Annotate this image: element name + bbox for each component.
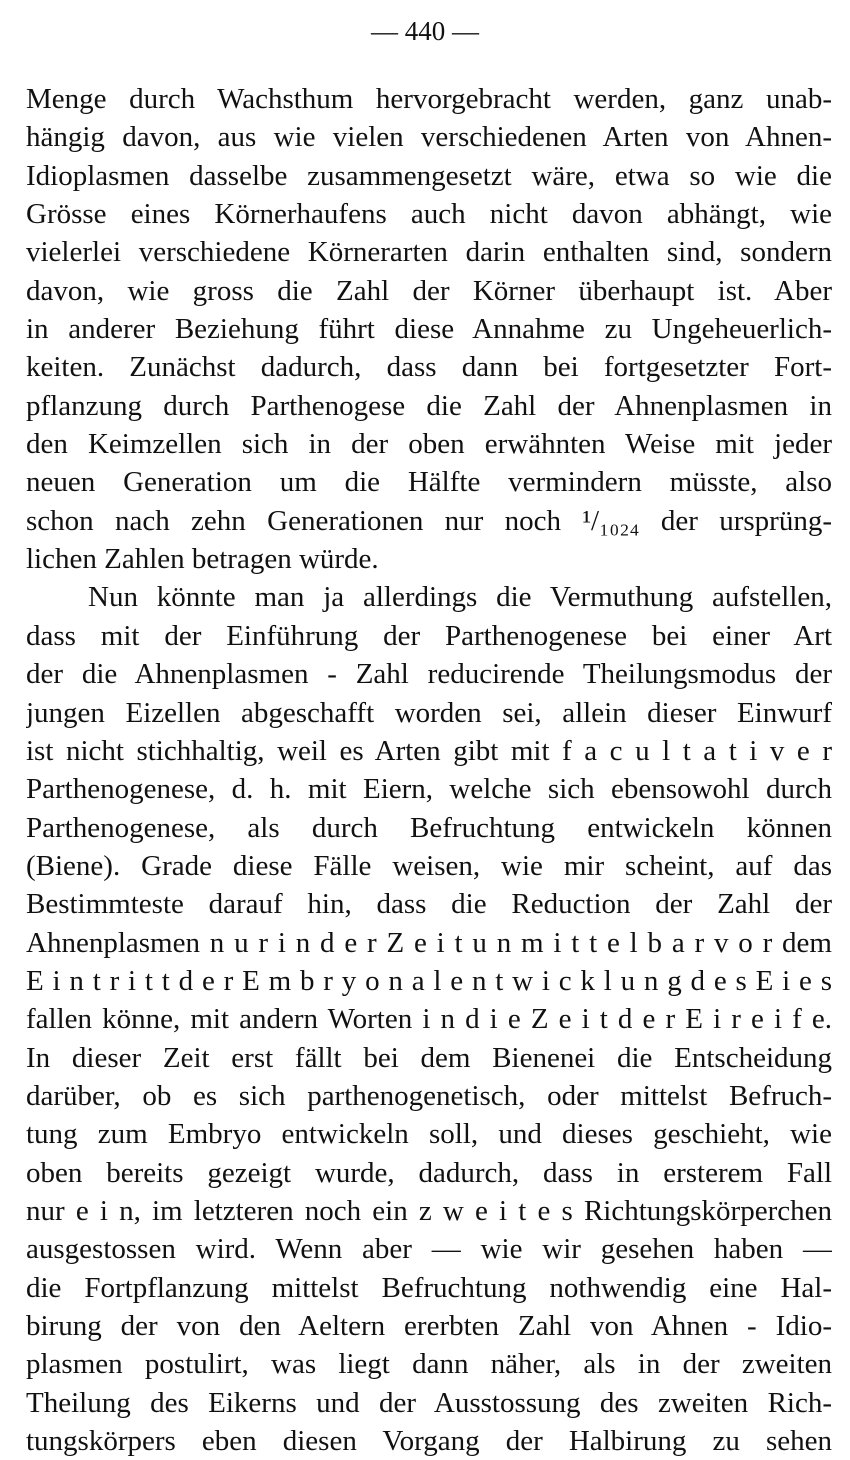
text-line: In dieser Zeit erst fällt bei dem Bienenei die Entscheidung: [26, 1041, 832, 1074]
text-line: (Biene). Grade diese Fälle weisen, wie mir scheint, auf das: [26, 849, 832, 882]
text-line: in anderer Beziehung führt diese Annahme zu Ungeheuerlich-: [26, 313, 832, 346]
text-line: Nun könnte man ja allerdings die Vermuthung aufstellen,: [88, 581, 832, 614]
text-line: Parthenogenese, als durch Befruchtung entwickeln können: [26, 811, 832, 844]
text-line: vielerlei verschiedene Körnerarten darin enthalten sind, sondern: [26, 236, 832, 269]
text-line: schon nach zehn Generationen nur noch ¹/₁₀₂₄ der ursprüng-: [26, 504, 832, 537]
text-line: neuen Generation um die Hälfte vermindern müsste, also: [26, 466, 832, 499]
body-text: [26, 80, 832, 1460]
text-line: jungen Eizellen abgeschafft worden sei, allein dieser Einwurf: [26, 696, 832, 729]
text-line: keiten. Zunächst dadurch, dass dann bei fortgesetzter Fort-: [26, 351, 832, 384]
text-line: E i n t r i t t d e r E m b r y o n a l e n t w i c k l u n g d e s E i e s: [26, 964, 832, 997]
text-line: dass mit der Einführung der Parthenogenese bei einer Art: [26, 619, 832, 652]
text-line: lichen Zahlen betragen würde.: [26, 543, 379, 576]
text-line: hängig davon, aus wie vielen verschiedenen Arten von Ahnen-: [26, 121, 832, 154]
text-line: oben bereits gezeigt wurde, dadurch, dass in ersterem Fall: [26, 1156, 832, 1189]
text-line: die Fortpflanzung mittelst Befruchtung nothwendig eine Hal-: [26, 1271, 832, 1304]
text-line: davon, wie gross die Zahl der Körner überhaupt ist. Aber: [26, 274, 832, 307]
text-line: fallen könne, mit andern Worten i n d i e Z e i t d e r E i r e i f e.: [26, 1003, 832, 1036]
text-line: der die Ahnenplasmen - Zahl reducirende Theilungsmodus der: [26, 658, 832, 691]
text-line: ausgestossen wird. Wenn aber — wie wir gesehen haben —: [26, 1233, 832, 1266]
text-line: Menge durch Wachsthum hervorgebracht werden, ganz unab-: [26, 83, 832, 115]
paragraph-2: [26, 578, 832, 1460]
text-line: tungskörpers eben diesen Vorgang der Halbirung zu sehen: [26, 1425, 832, 1458]
text-line: Idioplasmen dasselbe zusammengesetzt wäre, etwa so wie die: [26, 159, 832, 192]
text-line: Grösse eines Körnerhaufens auch nicht davon abhängt, wie: [26, 198, 832, 231]
text-line: plasmen postulirt, was liegt dann näher, als in der zweiten: [26, 1348, 832, 1381]
text-line: ist nicht stichhaltig, weil es Arten gibt mit f a c u l t a t i v e r: [26, 734, 832, 767]
text-line: Bestimmteste darauf hin, dass die Reduction der Zahl der: [26, 888, 832, 921]
text-line: den Keimzellen sich in der oben erwähnten Weise mit jeder: [26, 428, 832, 461]
text-line: Ahnenplasmen n u r i n d e r Z e i t u n m i t t e l b a r v o r dem: [26, 926, 832, 959]
text-line: birung der von den Aeltern ererbten Zahl von Ahnen - Idio-: [26, 1310, 832, 1342]
paragraph-1: [26, 80, 832, 578]
text-line: pflanzung durch Parthenogese die Zahl der Ahnenplasmen in: [26, 389, 832, 422]
text-line: tung zum Embryo entwickeln soll, und dieses geschieht, wie: [26, 1118, 832, 1151]
text-line: darüber, ob es sich parthenogenetisch, oder mittelst Befruch-: [26, 1079, 832, 1112]
text-line: nur e i n, im letzteren noch ein z w e i t e s Richtungskörperchen: [26, 1194, 832, 1227]
page-number: — 440 —: [371, 16, 479, 46]
text-line: Parthenogenese, d. h. mit Eiern, welche sich ebensowohl durch: [26, 773, 832, 806]
text-line: Theilung des Eikerns und der Ausstossung des zweiten Rich-: [26, 1386, 832, 1419]
